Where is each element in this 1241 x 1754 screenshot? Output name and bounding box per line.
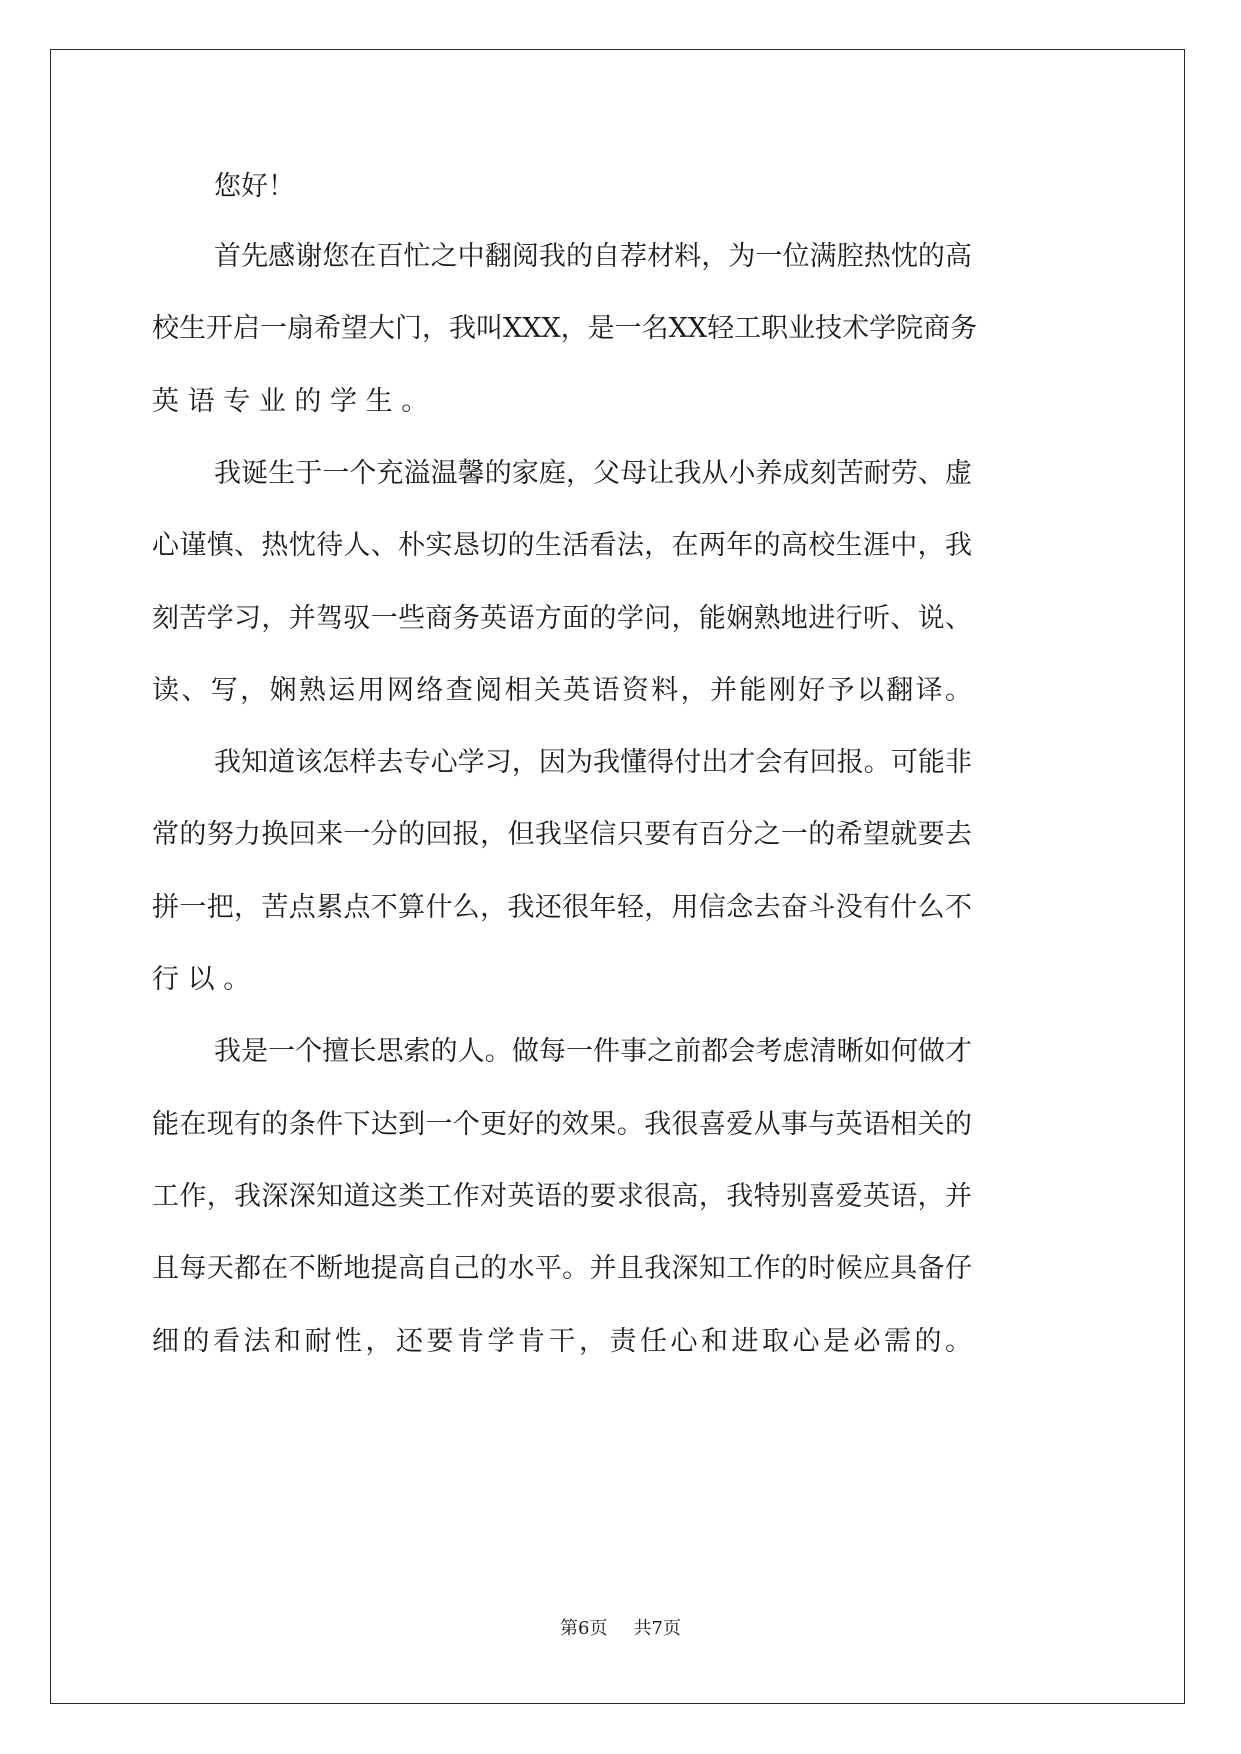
text-line: 且每天都在不断地提高自己的水平。并且我深知工作的时候应具备仔	[152, 1253, 973, 1285]
text-line: 读、写，娴熟运用网络查阅相关英语资料，并能刚好予以翻译。	[152, 674, 975, 706]
text-line: 心谨慎、热忱待人、朴实恳切的生活看法，在两年的高校生涯中，我	[152, 530, 973, 562]
text-line: 英语专业的学生。	[152, 385, 437, 417]
text-line: 我是一个擅长思索的人。做每一件事之前都会考虑清晰如何做才	[214, 1036, 973, 1068]
page-total: 共7页	[633, 1618, 681, 1639]
text-line: 刻苦学习，并驾驭一些商务英语方面的学问，能娴熟地进行听、说、	[152, 602, 973, 634]
text-line: 校生开启一扇希望大门，我叫XXX，是一名XX轻工职业技术学院商务	[152, 313, 978, 345]
text-line: 能在现有的条件下达到一个更好的效果。我很喜爱从事与英语相关的	[152, 1108, 973, 1140]
page-border	[50, 49, 1185, 1704]
text-line: 细的看法和耐性，还要肯学肯干，责任心和进取心是必需的。	[152, 1325, 976, 1357]
text-line: 工作，我深深知道这类工作对英语的要求很高，我特别喜爱英语，并	[152, 1180, 973, 1212]
greeting: 您好！	[214, 171, 295, 202]
page-number: 第6页	[560, 1618, 608, 1639]
text-line: 我知道该怎样去专心学习，因为我懂得付出才会有回报。可能非	[214, 747, 973, 779]
text-line: 拼一把，苦点累点不算什么，我还很年轻，用信念去奋斗没有什么不	[152, 891, 973, 923]
text-line: 行以。	[152, 964, 259, 995]
text-line: 我诞生于一个充溢温馨的家庭，父母让我从小养成刻苦耐劳、虚	[214, 457, 973, 489]
text-line: 首先感谢您在百忙之中翻阅我的自荐材料，为一位满腔热忱的高	[214, 241, 973, 272]
text-line: 常的努力换回来一分的回报，但我坚信只要有百分之一的希望就要去	[152, 819, 973, 851]
page-footer	[0, 1614, 1241, 1640]
